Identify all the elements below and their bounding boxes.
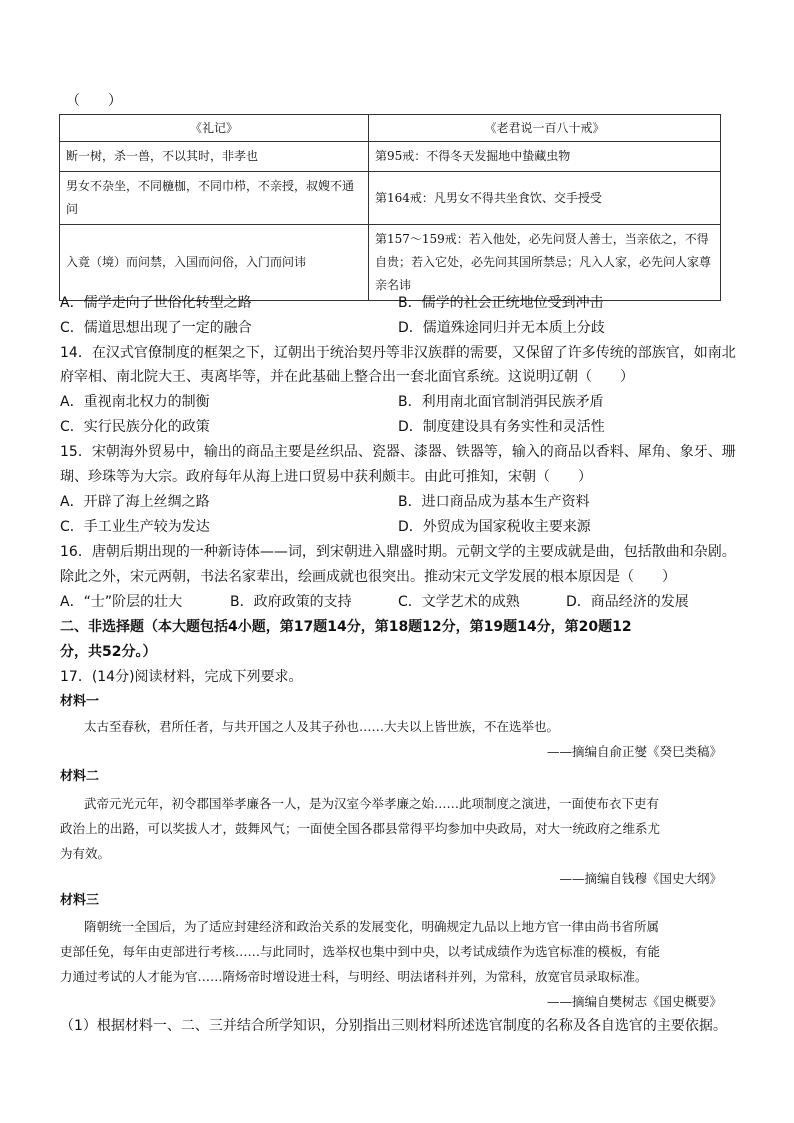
q14-stem-line2: 府宰相、南北院大王、夷离毕等，并在此基础上整合出一套北面官系统。这说明辽朝（ ）: [60, 369, 634, 385]
q14-option-a[interactable]: A．重视南北权力的制衡: [60, 394, 210, 410]
q15-option-d[interactable]: D．外贸成为国家税收主要来源: [398, 519, 591, 535]
material-2-source: ——摘编自钱穆《国史大纲》: [559, 871, 722, 886]
q16-stem-line1: 16．唐朝后期出现的一种新诗体——词，到宋朝进入鼎盛时期。元朝文学的主要成就是曲，包括散曲和杂剧。: [60, 544, 736, 560]
table-row: [60, 172, 721, 225]
material-1-label: 材料一: [60, 694, 100, 709]
q15-option-a[interactable]: A．开辟了海上丝绸之路: [60, 494, 210, 510]
material-3-label: 材料三: [60, 893, 100, 908]
q13-option-c[interactable]: C．儒道思想出现了一定的融合: [60, 320, 252, 336]
table-header-liji: 《礼记》: [60, 115, 369, 142]
q14-stem-line1: 14．在汉式官僚制度的框架之下，辽朝出于统治契丹等非汉族群的需要，又保留了许多传统的部族官，如南北: [60, 345, 736, 361]
q16-option-d[interactable]: D．商品经济的发展: [566, 594, 689, 610]
q16-option-a[interactable]: A．“士”阶层的壮大: [60, 594, 183, 610]
q13-option-d[interactable]: D．儒道殊途同归并无本质上分歧: [398, 320, 605, 336]
table-header-row: [60, 115, 721, 142]
table-cell: 第95戒：不得冬天发掘地中蛰藏虫物: [369, 142, 721, 172]
material-3-text-line2: 吏部任免，每年由吏部进行考核……与此同时，选举权也集中到中央，以考试成绩作为选官标准的模板，有能: [60, 944, 661, 959]
section-title-line2: 分，共52分。）: [60, 644, 157, 660]
q15-option-c[interactable]: C．手工业生产较为发达: [60, 519, 210, 535]
q15-option-b[interactable]: B．进口商品成为基本生产资料: [398, 494, 590, 510]
q15-stem-line1: 15．宋朝海外贸易中，输出的商品主要是丝织品、瓷器、漆器、铁器等，输入的商品以香料、犀角、象牙、珊: [60, 444, 736, 460]
table-row: [60, 225, 721, 301]
material-3-text-line3: 力通过考试的人才能为官……隋炀帝时增设进士科，与明经、明法诸科并列，为常科，放宽官员录取标准。: [60, 969, 648, 984]
table-cell: 入竟（境）而问禁，入国而问俗，入门而问讳: [60, 225, 369, 301]
q13-option-a[interactable]: A．儒学走向了世俗化转型之路: [60, 295, 252, 311]
material-1-text: 太古至春秋，君所任者，与共开国之人及其子孙也……大夫以上皆世族，不在选举也。: [84, 719, 560, 734]
comparison-table: [59, 114, 721, 301]
q17-question-1: （1）根据材料一、二、三并结合所学知识，分别指出三则材料所述选官制度的名称及各自选官的主要依据。: [60, 1018, 727, 1034]
q16-option-b[interactable]: B．政府政策的支持: [230, 594, 352, 610]
material-2-label: 材料二: [60, 769, 100, 784]
q17-intro: 17．(14分)阅读材料，完成下列要求。: [60, 669, 303, 685]
table-cell: 男女不杂坐，不同椸枷，不同巾栉，不亲授，叔嫂不通问: [60, 172, 369, 225]
q13-blank: （ ）: [66, 93, 122, 109]
material-2-text-line3: 为有效。: [60, 846, 111, 861]
table-row: [60, 142, 721, 172]
q15-stem-line2: 瑚、珍珠等为大宗。政府每年从海上进口贸易中获利颇丰。由此可推知，宋朝（ ）: [60, 469, 592, 485]
table-cell: 断一树，杀一兽，不以其时，非孝也: [60, 142, 369, 172]
material-3-source: ——摘编自樊树志《国史概要》: [546, 994, 722, 1009]
table-cell: 第157～159戒：若入他处，必先问贤人善士，当亲依之，不得自贵；若入它处，必先问其国所禁忌；凡入人家，必先问人家尊亲名讳: [369, 225, 721, 301]
q14-option-d[interactable]: D．制度建设具有务实性和灵活性: [398, 419, 605, 435]
q14-option-b[interactable]: B．利用南北面官制消弭民族矛盾: [398, 394, 604, 410]
q16-option-c[interactable]: C．文学艺术的成熟: [398, 594, 520, 610]
q16-stem-line2: 除此之外，宋元两朝，书法名家辈出，绘画成就也很突出。推动宋元文学发展的根本原因是（ ）: [60, 569, 676, 585]
material-2-text-line2: 政治上的出路，可以奖拔人才，鼓舞风气；一面使全国各郡县常得平均参加中央政局，对大一统政府之维系尤: [60, 821, 661, 836]
section-title-line1: 二、非选择题（本大题包括4小题，第17题14分，第18题12分，第19题14分，第20题12: [60, 619, 632, 635]
table-header-laojun: 《老君说一百八十戒》: [369, 115, 721, 142]
material-3-text-line1: 隋朝统一全国后，为了适应封建经济和政治关系的发展变化，明确规定九品以上地方官一律由尚书省所属: [84, 919, 660, 934]
q14-option-c[interactable]: C．实行民族分化的政策: [60, 419, 210, 435]
q13-option-b[interactable]: B．儒学的社会正统地位受到冲击: [398, 295, 604, 311]
material-1-source: ——摘编自俞正燮《癸巳类稿》: [546, 744, 722, 759]
table-cell: 第164戒：凡男女不得共坐食饮、交手授受: [369, 172, 721, 225]
material-2-text-line1: 武帝元光元年，初令郡国举孝廉各一人，是为汉室今举孝廉之始……此项制度之演进，一面使布衣下吏有: [84, 796, 660, 811]
